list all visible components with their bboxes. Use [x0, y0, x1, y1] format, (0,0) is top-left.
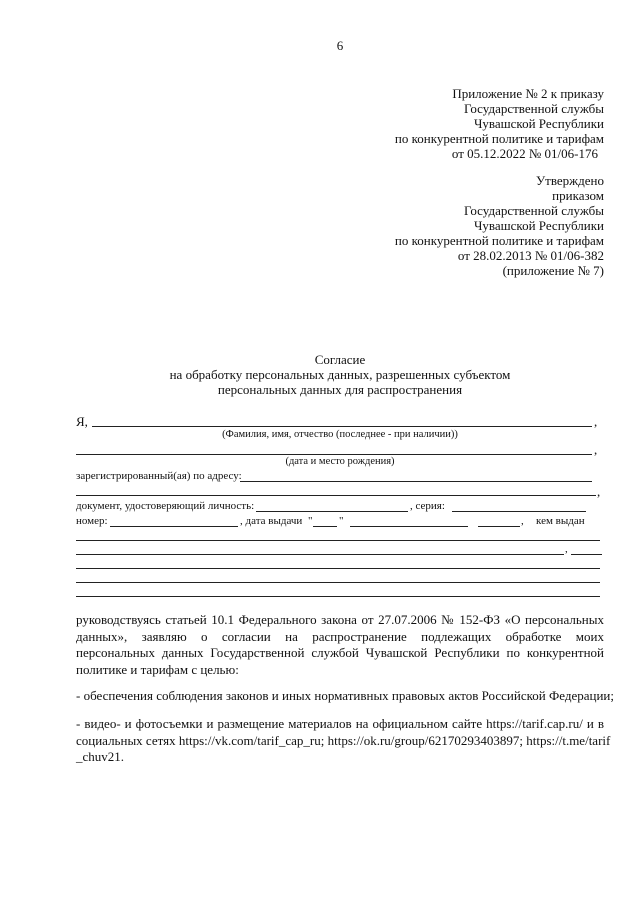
issue-day-field[interactable] [313, 526, 337, 527]
quote-open: " [308, 515, 313, 527]
birth-caption: (дата и место рождения) [285, 456, 395, 467]
approved-line: по конкурентной политике и тарифам [394, 233, 604, 248]
appendix-line: от 05.12.2022 № 01/06-176 [451, 146, 598, 161]
approved-line: приказом [552, 188, 604, 203]
address-field-continued[interactable] [76, 495, 596, 496]
number-field[interactable] [110, 526, 238, 527]
consent-paragraph [76, 612, 604, 678]
approved-line: от 28.02.2013 № 01/06-382 [457, 248, 604, 263]
issued-by-field[interactable] [76, 554, 564, 555]
page-number: 6 [336, 38, 344, 53]
series-field[interactable] [452, 511, 586, 512]
registered-label: зарегистрированный(ая) по адресу: [76, 470, 242, 482]
paragraph-line: - видео- и фотосъемки и размещение материалов на официальном сайте https://tarif.cap.ru/ и в [76, 716, 604, 731]
quote-close: " [339, 515, 344, 527]
paragraph-line: социальных сетях https://vk.com/tarif_cap_ru; https://ok.ru/group/62170293403897; https://t.me/tarif [76, 732, 611, 748]
approved-line: (приложение № 7) [502, 263, 604, 278]
title-line: персональных данных для распространения [217, 382, 463, 397]
paragraph-line: персональных данных Государственной службой Чувашской Республики по конкурентной [76, 645, 604, 660]
fio-field[interactable] [92, 426, 592, 427]
comma: , [565, 543, 568, 555]
appendix-line: Чувашской Республики [473, 116, 604, 131]
title-line: на обработку персональных данных, разрешенных субъектом [169, 367, 511, 382]
purpose-item [76, 716, 611, 766]
approved-line: Чувашской Республики [473, 218, 604, 233]
issue-month-field[interactable] [350, 526, 468, 527]
approved-line: Государственной службы [463, 203, 604, 218]
blank-line[interactable] [76, 568, 600, 569]
paragraph-line: - обеспечения соблюдения законов и иных нормативных правовых актов Российской Федерации; [76, 688, 614, 703]
appendix-line: Государственной службы [463, 101, 604, 116]
comma: , [594, 442, 598, 457]
purpose-item [76, 688, 614, 705]
ya-label: Я, [76, 414, 88, 429]
paragraph-line: данных», заявляю о согласии на распространение подлежащих обработке моих [76, 628, 604, 644]
paragraph-line: руководствуясь статьей 10.1 Федерального закона от 27.07.2006 № 152-ФЗ «О персональных [76, 612, 604, 627]
paragraph-line: _chuv21. [76, 749, 125, 764]
issued-by-label: кем выдан [536, 515, 585, 527]
title-line: Согласие [314, 352, 366, 367]
approved-line: Утверждено [535, 173, 604, 188]
address-field[interactable] [240, 481, 592, 482]
paragraph-line: политике и тарифам с целью: [76, 661, 239, 677]
issue-year-field[interactable] [478, 526, 520, 527]
blank-line[interactable] [76, 596, 600, 597]
birth-field[interactable] [76, 454, 592, 455]
issued-by-field[interactable] [571, 554, 602, 555]
comma: , [521, 515, 524, 527]
fio-caption: (Фамилия, имя, отчество (последнее - при наличии)) [222, 429, 458, 440]
comma: , [594, 414, 598, 429]
series-label: , серия: [410, 500, 445, 512]
issue-date-label: , дата выдачи [240, 515, 303, 527]
issued-by-field[interactable] [76, 540, 600, 541]
number-label: номер: [76, 515, 108, 527]
document-label: документ, удостоверяющий личность: [76, 500, 255, 512]
document-field[interactable] [256, 511, 408, 512]
blank-line[interactable] [76, 582, 600, 583]
comma: , [597, 484, 601, 499]
appendix-line: по конкурентной политике и тарифам [394, 131, 604, 146]
appendix-line: Приложение № 2 к приказу [452, 86, 604, 101]
